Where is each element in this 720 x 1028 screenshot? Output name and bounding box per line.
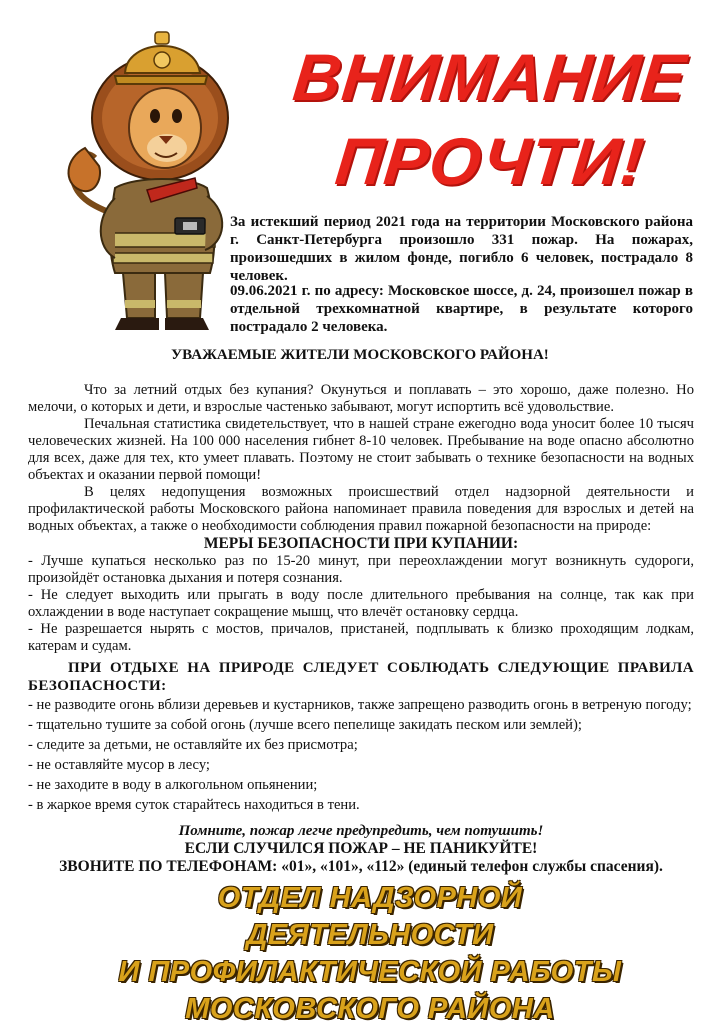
headline-read: ПРОЧТИ! xyxy=(332,124,648,198)
nature-rule: - не заходите в воду в алкогольном опьянении; xyxy=(28,777,318,793)
nature-rule: - не оставляйте мусор в лесу; xyxy=(28,757,210,773)
emergency-phones-text: ЗВОНИТЕ ПО ТЕЛЕФОНАМ: «01», «101», «112» (единый телефон службы спасения). xyxy=(59,858,663,875)
nature-rule: - тщательно тушите за собой огонь (лучше всего пепелище закидать песком или землей); xyxy=(28,717,582,733)
footer-line: ОТДЕЛ НАДЗОРНОЙ ДЕЯТЕЛЬНОСТИ xyxy=(217,882,523,951)
lion-firefighter-icon xyxy=(55,18,240,333)
purpose-paragraph: В целях недопущения возможных происшествий отдел надзорной деятельности и профилактической работы Московского района напоминает правила поведения для взрослых и детей на водных объектах, а также о необходимости соблюдения правил пожарной безопасности на природе: xyxy=(28,484,694,534)
department-footer xyxy=(90,880,650,1028)
main-text xyxy=(28,382,694,876)
nature-rule: - в жаркое время суток старайтесь находиться в тени. xyxy=(28,797,360,813)
swimming-rule: - Лучше купаться несколько раз по 15-20 минут, при переохлаждении могут возникнуть судороги, произойдёт остановка дыхания и потеря сознания. xyxy=(28,553,694,586)
footer-line: МОСКОВСКОГО РАЙОНА xyxy=(185,993,555,1025)
nature-rule: - не разводите огонь вблизи деревьев и кустарников, также запрещено разводить огонь в ветреную погоду; xyxy=(28,697,692,713)
footer-line: И ПРОФИЛАКТИЧЕСКОЙ РАБОТЫ xyxy=(118,956,622,988)
intro-paragraph: Что за летний отдых без купания? Окунуться и поплавать – это хорошо, даже полезно. Но мелочи, о которых и дети, и взрослые частенько забывают, могут испортить всё удовольствие. xyxy=(28,382,694,415)
motto-text: Помните, пожар легче предупредить, чем потушить! xyxy=(178,823,544,839)
nature-rule: - следите за детьми, не оставляйте их без присмотра; xyxy=(28,737,358,753)
no-panic-text: ЕСЛИ СЛУЧИЛСЯ ПОЖАР – НЕ ПАНИКУЙТЕ! xyxy=(184,840,538,857)
swimming-rule: - Не разрешается нырять с мостов, причалов, пристаней, подплывать к близко проходящим лодкам, катерам и судам. xyxy=(28,621,694,654)
swimming-rule: - Не следует выходить или прыгать в воду после длительного пребывания на солнце, так как при охлаждении в воде наступает сокращение мышц, что влечёт остановку сердца. xyxy=(28,587,694,620)
incident-paragraph: 09.06.2021 г. по адресу: Московское шоссе, д. 24, произошел пожар в отдельной трехкомнатной квартире, в результате которого пострадало 2 человека. xyxy=(230,283,693,335)
swimming-heading: МЕРЫ БЕЗОПАСНОСТИ ПРИ КУПАНИИ: xyxy=(203,535,519,552)
statistics-paragraph: Печальная статистика свидетельствует, что в нашей стране ежегодно вода уносит более 10 тысяч человеческих жизней. На 100 000 населения гибнет 8-10 человек. Пребывание на воде опасно абсолютно для всех, даже для тех, кто умеет плавать. Поэтому не стоит забывать о технике безопасности на водных объектах и оказании первой помощи! xyxy=(28,416,694,483)
greeting-heading: УВАЖАЕМЫЕ ЖИТЕЛИ МОСКОВСКОГО РАЙОНА! xyxy=(171,347,549,363)
nature-heading: ПРИ ОТДЫХЕ НА ПРИРОДЕ СЛЕДУЕТ СОБЛЮДАТЬ СЛЕДУЮЩИЕ ПРАВИЛА БЕЗОПАСНОСТИ: xyxy=(28,660,694,694)
fire-statistics-paragraph: За истекший период 2021 года на территории Московского района г. Санкт-Петербурга произошло 331 пожар. На пожарах, произошедших в жилом фонде, погибло 6 человек, пострадало 8 человек. xyxy=(230,214,693,284)
headline-attention: ВНИМАНИЕ xyxy=(289,40,691,114)
